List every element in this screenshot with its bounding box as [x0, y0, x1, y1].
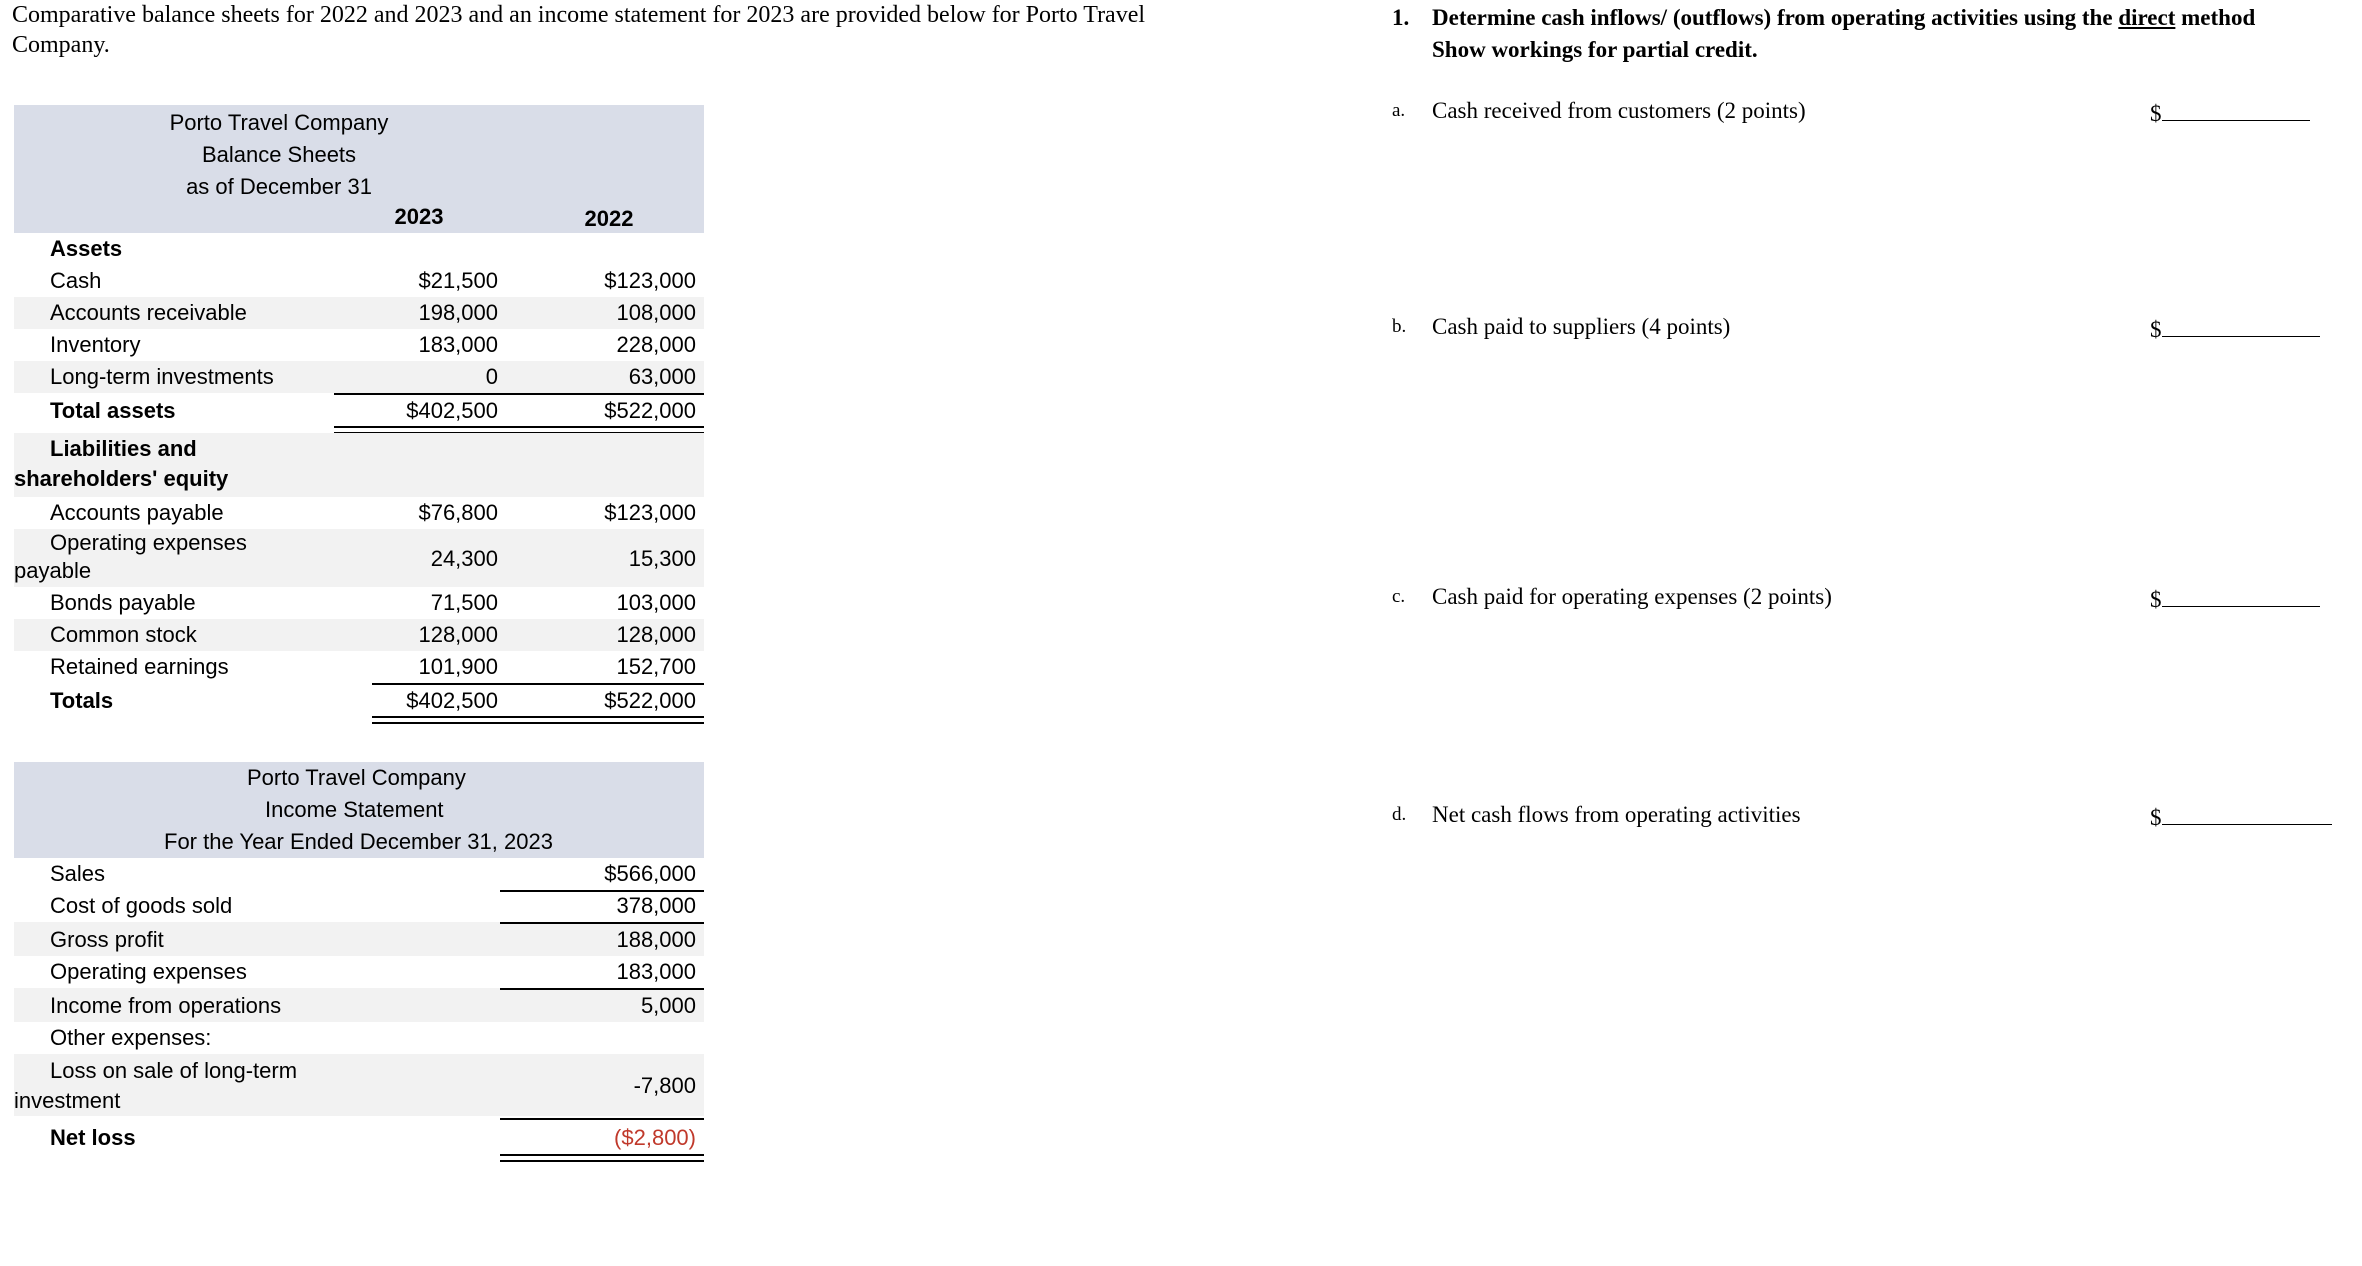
income-statement-header [14, 762, 704, 858]
question-item-a: a. Cash received from customers (2 points) $ [1392, 94, 2352, 128]
bs-col-2022: 2022 [584, 206, 634, 231]
bs-row-cash: Cash $21,500 $123,000 [50, 268, 696, 293]
is-row-income-from-operations: Income from operations 5,000 [14, 988, 704, 1022]
bs-row-accounts-payable: Accounts payable $76,800 $123,000 [50, 500, 696, 525]
bs-subtitle: as of December 31 [186, 174, 372, 199]
question-line-2: Show workings for partial credit. [1432, 37, 1758, 62]
bs-row-retained-earnings: Retained earnings 101,900 152,700 [50, 654, 696, 679]
bs-col-2023: 2023 [394, 204, 444, 229]
bs-row-operating-expenses-payable: Operating expenses payable 24,300 15,300 [14, 529, 704, 587]
bs-totals-double-rule [372, 716, 704, 724]
bs-row-inventory: Inventory 183,000 228,000 [50, 332, 696, 357]
bs-row-accounts-receivable: Accounts receivable 198,000 108,000 [14, 297, 704, 329]
answer-blank-b[interactable] [2162, 310, 2320, 337]
bs-row-long-term-investments: Long-term investments 0 63,000 [14, 361, 704, 393]
answer-blank-d[interactable] [2162, 798, 2332, 825]
is-row-sales: Sales $566,000 [50, 861, 696, 886]
is-row-gross-profit: Gross profit 188,000 [14, 922, 704, 956]
answer-blank-c[interactable] [2162, 580, 2320, 607]
is-subtitle: For the Year Ended December 31, 2023 [164, 829, 553, 854]
bs-title: Balance Sheets [201, 142, 357, 167]
is-net-loss-double-rule [500, 1154, 704, 1162]
is-title: Income Statement [265, 797, 444, 822]
is-sales-rule [500, 890, 704, 892]
income-statement-table [14, 762, 704, 1156]
is-loss-rule [500, 1118, 704, 1120]
bs-assets-heading: Assets [50, 236, 123, 261]
question-item-b: b. Cash paid to suppliers (4 points) $ [1392, 310, 2352, 344]
is-row-loss-on-sale: Loss on sale of long-term investment -7,800 [14, 1054, 704, 1116]
intro-paragraph [12, 0, 1192, 60]
intro-line-2: Company. [12, 32, 110, 58]
balance-sheet-header [14, 105, 704, 233]
bs-row-total-assets: Total assets $402,500 $522,000 [14, 393, 704, 429]
bs-company-name: Porto Travel Company [169, 110, 389, 135]
is-row-other-expenses: Other expenses: [50, 1025, 212, 1050]
is-row-net-loss: Net loss ($2,800) [14, 1116, 704, 1156]
is-company-name: Porto Travel Company [247, 765, 466, 790]
question-item-d: d. Net cash flows from operating activities $ [1392, 798, 2352, 832]
question-line-1: Determine cash inflows/ (outflows) from operating activities using the direct method [1432, 5, 2256, 30]
is-row-cost-of-goods-sold: Cost of goods sold 378,000 [14, 890, 704, 922]
intro-line-1: Comparative balance sheets for 2022 and 2023 and an income statement for 2023 are provided below for Porto Travel [12, 2, 1146, 28]
bs-row-common-stock: Common stock 128,000 128,000 [14, 619, 704, 651]
bs-row-totals: Totals $402,500 $522,000 [14, 683, 704, 719]
bs-liabilities-heading: Liabilities and shareholders' equity [14, 433, 704, 497]
question-item-c: c. Cash paid for operating expenses (2 points) $ [1392, 580, 2352, 614]
question-emphasis: direct [2118, 5, 2176, 30]
answer-blank-a[interactable] [2162, 94, 2310, 121]
is-row-operating-expenses: Operating expenses 183,000 [50, 959, 696, 984]
balance-sheet-table [14, 105, 704, 719]
question-number: 1. [1392, 5, 1410, 30]
bs-row-bonds-payable: Bonds payable 71,500 103,000 [50, 590, 696, 615]
